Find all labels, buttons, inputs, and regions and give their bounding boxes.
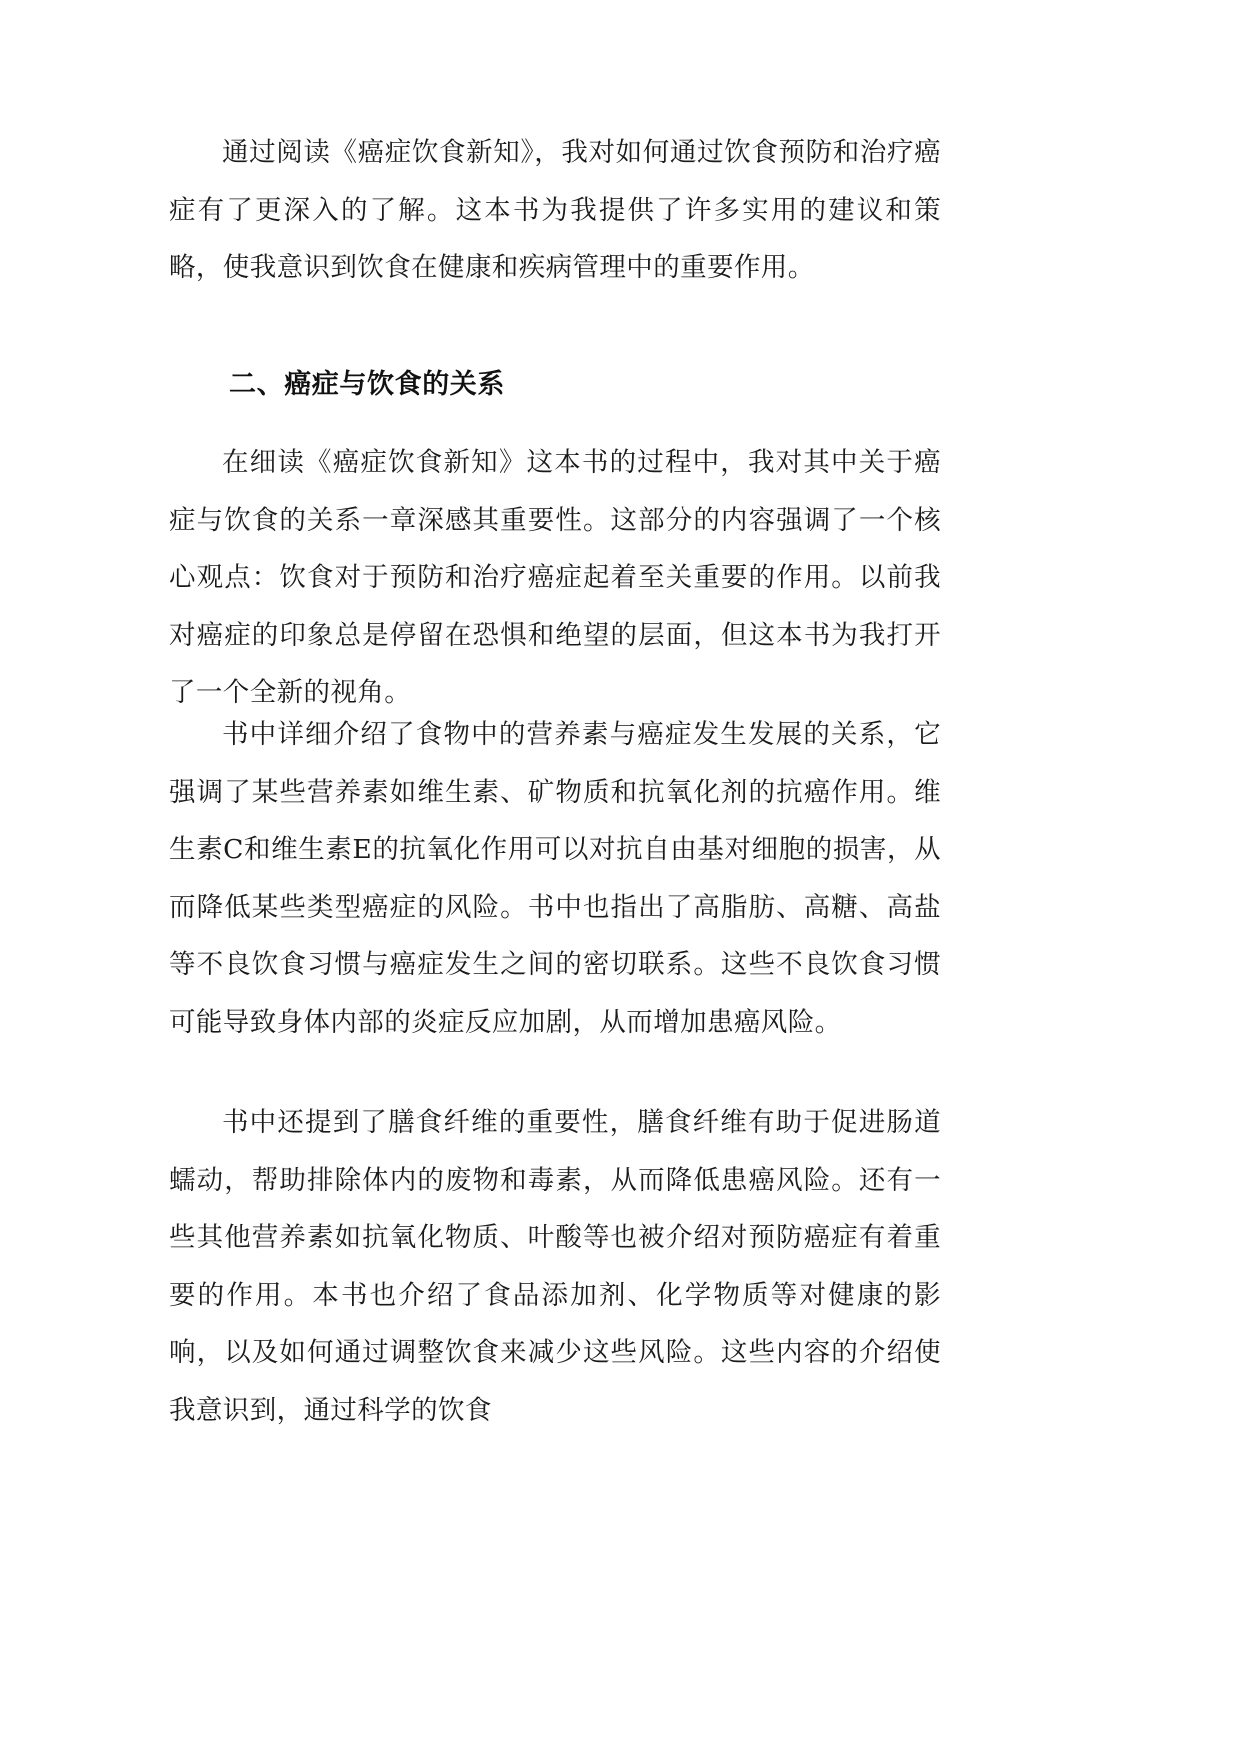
body-paragraph-1: 在细读《癌症饮食新知》这本书的过程中，我对其中关于癌症与饮食的关系一章深感其重要性。这部分的内容强调了一个核心观点：饮食对于预防和治疗癌症起着至关重要的作用。以前我对癌症的印象总是停留在恐惧和绝望的层面，但这本书为我打开了一个全新的视角。	[169, 447, 941, 708]
body-paragraph-3: 书中还提到了膳食纤维的重要性，膳食纤维有助于促进肠道蠕动，帮助排除体内的废物和毒素，从而降低患癌风险。还有一些其他营养素如抗氧化物质、叶酸等也被介绍对预防癌症有着重要的作用。本书也介绍了食品添加剂、化学物质等对健康的影响，以及如何通过调整饮食来减少这些风险。这些内容的介绍使我意识到，通过科学的饮食	[169, 1107, 941, 1426]
intro-paragraph: 通过阅读《癌症饮食新知》，我对如何通过饮食预防和治疗癌症有了更深入的了解。这本书为我提供了许多实用的建议和策略，使我意识到饮食在健康和疾病管理中的重要作用。	[169, 137, 941, 283]
section-heading: 二、癌症与饮食的关系	[229, 369, 505, 400]
body-paragraph-2: 书中详细介绍了食物中的营养素与癌症发生发展的关系，它强调了某些营养素如维生素、矿物质和抗氧化剂的抗癌作用。维生素C和维生素E的抗氧化作用可以对抗自由基对细胞的损害，从而降低某些类型癌症的风险。书中也指出了高脂肪、高糖、高盐等不良饮食习惯与癌症发生之间的密切联系。这些不良饮食习惯可能导致身体内部的炎症反应加剧，从而增加患癌风险。	[169, 719, 941, 1038]
